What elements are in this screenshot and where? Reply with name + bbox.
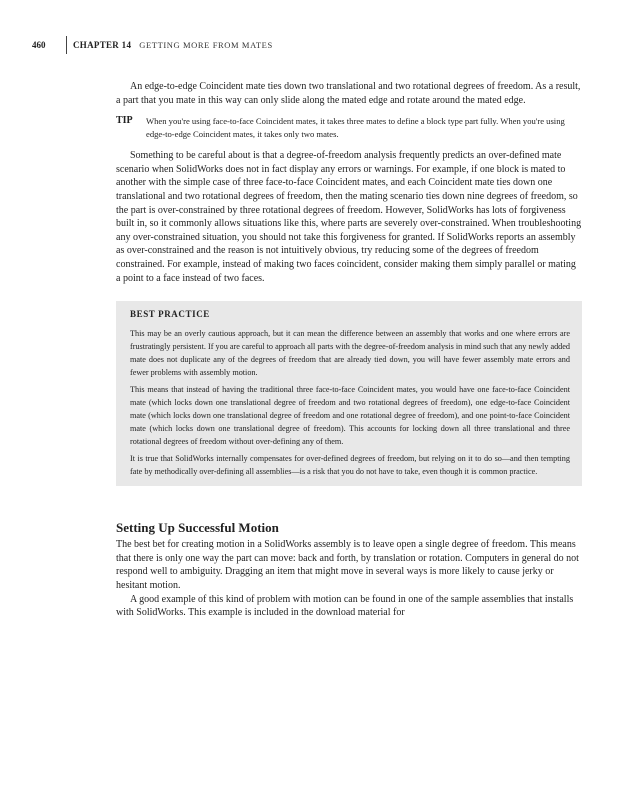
header-divider — [66, 36, 67, 54]
paragraph: Something to be careful about is that a degree-of-freedom analysis frequently predicts an over-defined mate scenario when SolidWorks does not in fact display any errors or warnings. For example, if one block is mated to another with the simple case of three face-to-face Coincident mates, and each Coincident mate ties down one translational and two rotational degrees of freedom, then the mating scenario ties down nine degrees of freedom, so the part is over-constrained by three rotational degrees of freedom. However, SolidWorks has lots of forgiveness built in, so it commonly allows situations like this, where parts are severely over-constrained. When troubleshooting any over-constrained situation, you should not take this forgiveness for granted. If SolidWorks reports an assembly as over-constrained and the reason is not intuitively obvious, try reducing some of the degrees of freedom constrained. For example, instead of making two faces coincident, consider making them simply parallel or mating a point to a face instead of two faces. — [116, 150, 582, 284]
best-practice-paragraph: It is true that SolidWorks internally compensates for over-defined degrees of freedom, but relying on it to do so—and then tempting fate by methodically over-defining all assemblies—is a risk that you do not have to take, even though it is common practice. — [130, 454, 570, 477]
tip-text: When you're using face-to-face Coincident mates, it takes three mates to define a block type part fully. When you're using edge-to-edge Coincident mates, it takes only two mates. — [146, 116, 565, 140]
best-practice-box — [116, 301, 582, 486]
section-heading: Setting Up Successful Motion — [116, 520, 279, 536]
chapter-number: CHAPTER 14 — [73, 40, 132, 50]
body-text — [116, 80, 582, 620]
paragraph: A good example of this kind of problem with motion can be found in one of the sample assemblies that installs with SolidWorks. This example is included in the download material for — [116, 593, 574, 619]
best-practice-paragraph: This means that instead of having the traditional three face-to-face Coincident mates, you would have one face-to-face Coincident mate (which locks down one translational degree of freedom and two rotational degrees of freedom), one edge-to-face Coincident mate (which locks down one translational degree of freedom and one rotational degree of freedom), and one point-to-face Coincident mate (which locks down one translational degree of freedom). This accounts for locking down all three translational and three rotational degrees of freedom without over-defining any of them. — [130, 385, 570, 447]
chapter-title: GETTING MORE FROM MATES — [139, 40, 273, 50]
tip-label: TIP — [116, 115, 133, 127]
paragraph: The best bet for creating motion in a SolidWorks assembly is to leave open a single degree of freedom. This means that there is only one way the part can move: back and forth, by translation or rotation. Computers in general do not respond well to ambiguity. Dragging an item that might move in several ways is more likely to cause jerky or hesitant motion. — [116, 539, 579, 591]
tip-box — [116, 115, 582, 141]
page-number: 460 — [32, 40, 46, 50]
best-practice-paragraph: This may be an overly cautious approach, but it can mean the difference between an assembly that works and one where errors are frustratingly persistent. If you are careful to approach all parts with the degree-of-freedom analysis in mind such that any newly added mate does not duplicate any of the degrees of freedom that are already tied down, you will have fewer assembly mate errors and fewer problems with assembly motion. — [130, 329, 570, 378]
paragraph: An edge-to-edge Coincident mate ties down two translational and two rotational degrees of freedom. As a result, a part that you mate in this way can only slide along the mated edge and rotate around the mated edge. — [116, 81, 581, 106]
best-practice-title: BEST PRACTICE — [130, 309, 210, 320]
running-header — [32, 36, 273, 54]
